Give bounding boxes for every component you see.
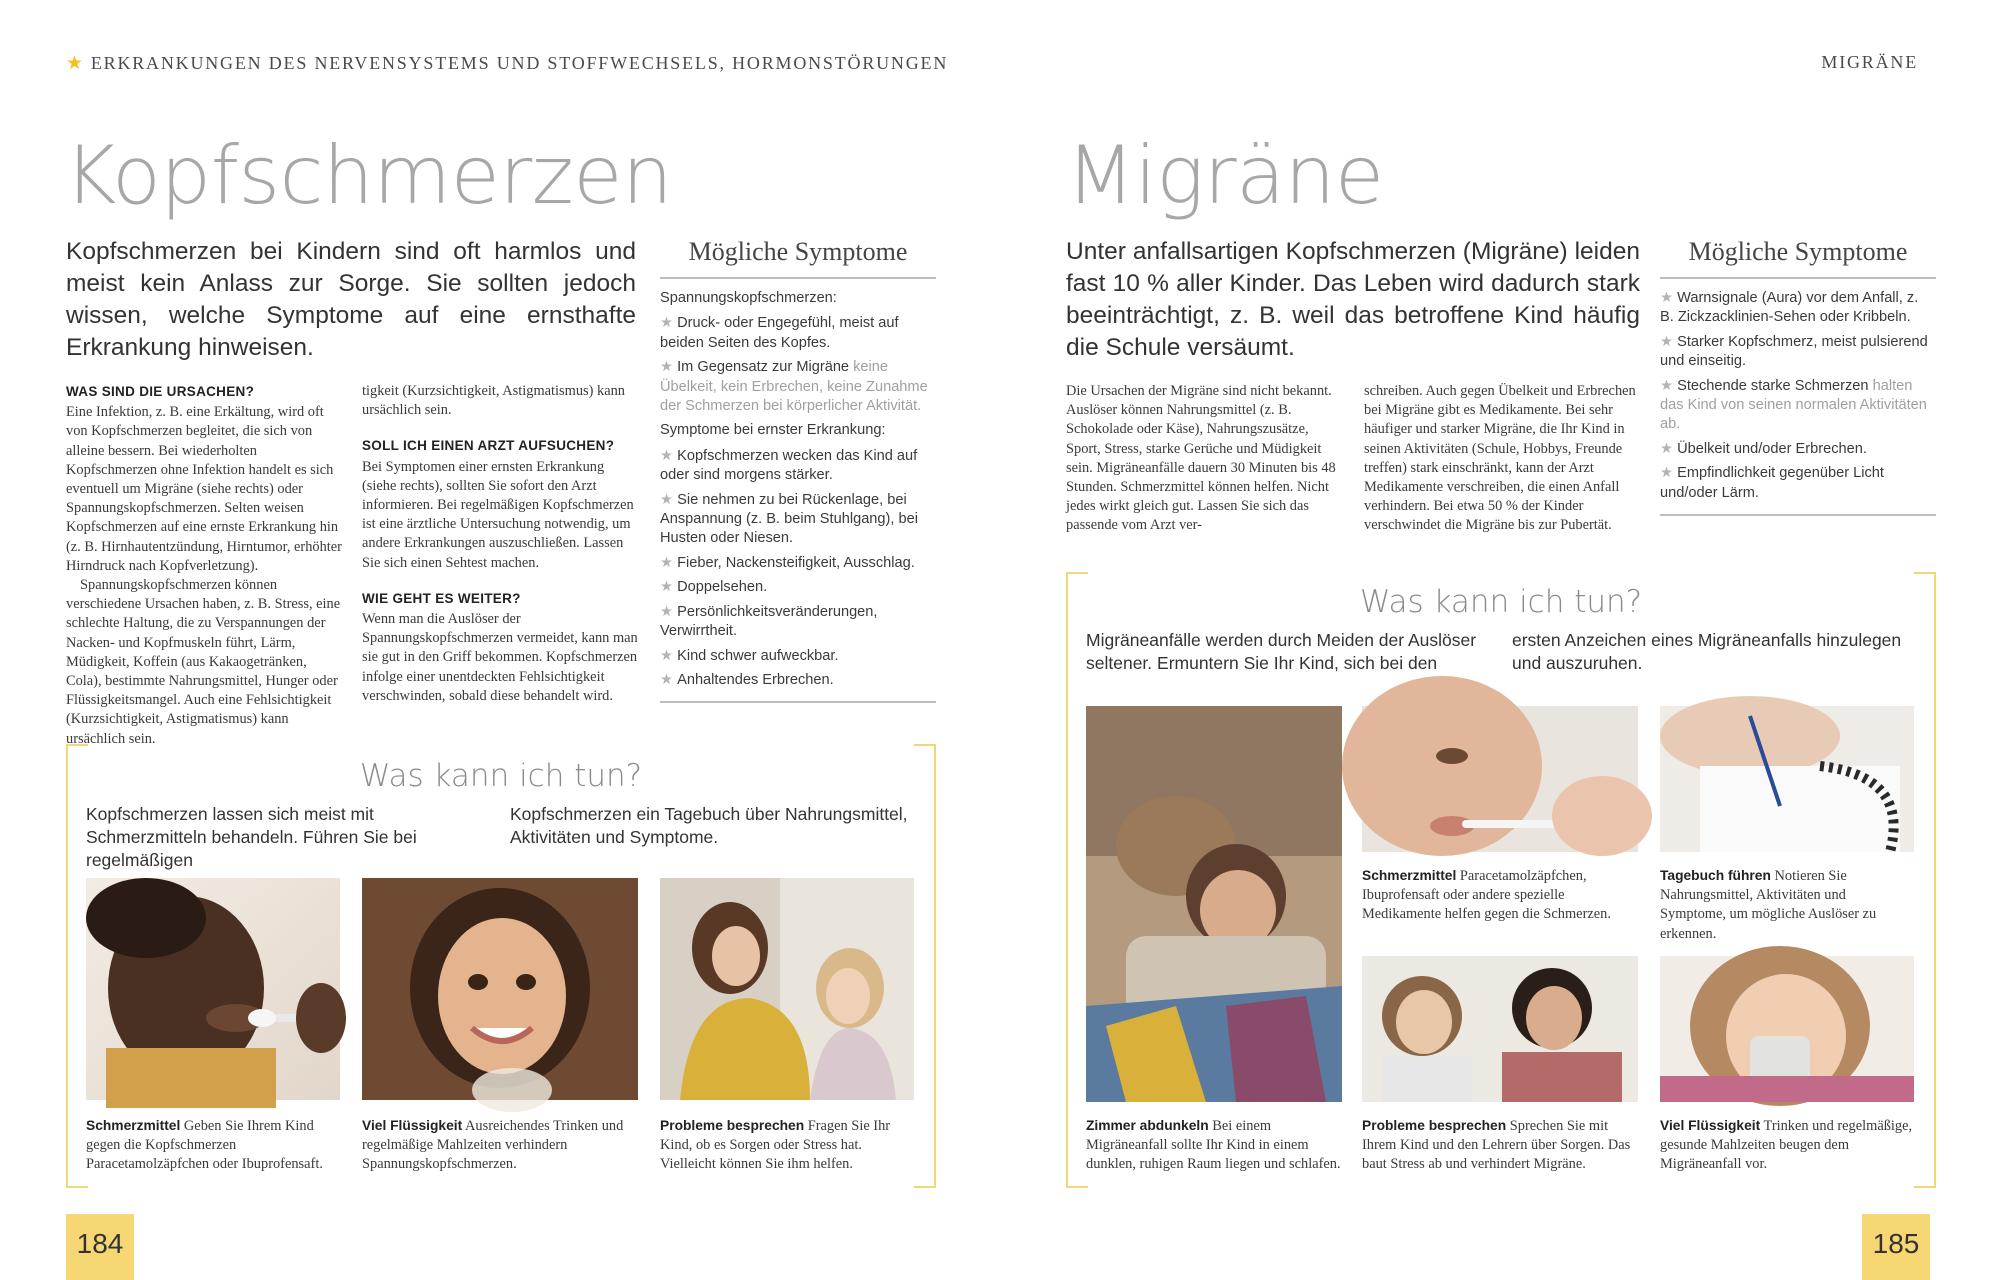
- symptom-item: ★ Sie nehmen zu bei Rückenlage, bei Anspannung (z. B. beim Stuhlgang), bei Husten oder Niesen.: [660, 491, 918, 547]
- left-wkit-col2: Kopfschmerzen ein Tagebuch über Nahrungsmittel, Aktivitäten und Symptome.: [510, 804, 908, 847]
- caption-left-3: Probleme besprechen Fragen Sie Ihr Kind, ob es Sorgen oder Stress hat. Vielleicht können Sie ihm helfen.: [660, 1118, 891, 1173]
- photo-father-talking-to-son: [1362, 956, 1638, 1102]
- symptoms-list: [660, 279, 936, 701]
- left-page-title: Kopfschmerzen: [64, 129, 673, 222]
- photo-mother-talking-to-daughter: [660, 878, 914, 1100]
- symptom-item: ★ Druck- oder Engegefühl, meist auf beiden Seiten des Kopfes.: [660, 315, 899, 351]
- star-icon: ★: [66, 53, 85, 74]
- symptom-item: ★ Warnsignale (Aura) vor dem Anfall, z. B. Zickzacklinien-Sehen oder Kribbeln.: [1660, 290, 1919, 326]
- page-number-left: 184: [66, 1214, 134, 1280]
- left-running-header: ★ ERKRANKUNGEN DES NERVENSYSTEMS UND STOFFWECHSELS, HORMONSTÖRUNGEN: [66, 53, 949, 74]
- symptoms-subheading-1: Spannungskopfschmerzen:: [660, 290, 837, 306]
- symptom-item: ★ Im Gegensatz zur Migräne keine Übelkeit, kein Erbrechen, keine Zunahme der Schmerzen bei körperlicher Aktivität.: [660, 359, 928, 415]
- caption-right-2: Schmerzmittel Paracetamolzäpfchen, Ibuprofensaft oder andere spezielle Medikamente helfen gegen die Schmerzen.: [1362, 868, 1611, 923]
- right-wkit-col2: ersten Anzeichen eines Migräneanfalls hinzulegen und auszuruhen.: [1512, 630, 1902, 673]
- symptoms-title: Mögliche Symptome: [1688, 237, 1908, 266]
- star-bullet-icon: ★: [1660, 440, 1674, 457]
- left-wkit-col1: Kopfschmerzen lassen sich meist mit Schmerzmitteln behandeln. Führen Sie bei regelmäßigen: [86, 804, 417, 870]
- paragraph-ursachen-1: Eine Infektion, z. B. eine Erkältung, wird oft von Kopfschmerzen begleitet, die sich von alleine bessern. Bei wiederholten Kopfschmerzen ohne Infektion handelt es sich eventuell um Migräne (siehe rechts) oder Spannungskopfschmerzen. Selten weisen Kopfschmerzen auf eine ernste Erkrankung hin (z. B. Hirnhautentzündung, Hirntumor, erhöhter Hirndruck nach Kopfverletzung).: [66, 404, 342, 574]
- caption-left-2: Viel Flüssigkeit Ausreichendes Trinken und regelmäßige Mahlzeiten verhindern Spannungskopfschmerzen.: [362, 1118, 624, 1173]
- photo-child-medicine: [1362, 706, 1638, 852]
- page-number-right: 185: [1862, 1214, 1930, 1280]
- right-body-column-1: Die Ursachen der Migräne sind nicht bekannt. Auslöser können Nahrungsmittel (z. B. Schokolade oder Käse), Nahrungszusätze, Sport, Stress, starke Gerüche und Müdigkeit sein. Migräneanfälle dauern 30 Minuten bis 48 Stunden. Schmerzmittel können helfen. Nicht jedes wirkt gleich gut. Lassen Sie sich das passende vom Arzt ver-: [1066, 383, 1336, 534]
- star-bullet-icon: ★: [660, 579, 674, 596]
- left-body-column-2: [362, 382, 638, 706]
- star-bullet-icon: ★: [660, 603, 674, 620]
- symptoms-subheading-2: Symptome bei ernster Erkrankung:: [660, 422, 886, 439]
- symptom-item: ★ Kopfschmerzen wecken das Kind auf oder sind morgens stärker.: [660, 447, 918, 484]
- section-heading-ursachen: WAS SIND DIE URSACHEN?: [66, 384, 255, 399]
- left-wkit-title: Was kann ich tun?: [359, 758, 643, 794]
- section-heading-arzt: SOLL ICH EINEN ARZT AUFSUCHEN?: [362, 438, 615, 454]
- star-bullet-icon: ★: [1660, 333, 1674, 350]
- symptom-item: ★ Empfindlichkeit gegenüber Licht und/oder Lärm.: [1660, 465, 1884, 501]
- paragraph-ursachen-2: Spannungskopfschmerzen können verschiedene Ursachen haben, z. B. Stress, eine schlechte Haltung, die zu Verspannungen der Nacken- und Kopfmuskeln führt, Lärm, Müdigkeit, Koffein (aus Kakaogetränken, Cola), bestimmte Nahrungsmittel, Hunger oder Flüssigkeitsmangel. Auch eine Fehlsichtigkeit (Kurzsichtigkeit, Astigmatismus) kann ursächlich sein.: [66, 577, 341, 747]
- photo-boy-sleeping-in-bed: [1086, 706, 1342, 1102]
- symptom-item: ★ Übelkeit und/oder Erbrechen.: [1660, 440, 1867, 457]
- paragraph-arzt: Bei Symptomen einer ernsten Erkrankung (siehe rechts), sollten Sie sofort den Arzt informieren. Bei regelmäßigen Kopfschmerzen ist eine ärztliche Untersuchung notwendig, um andere Erkrankungen auszuschließen. Lassen Sie sich einen Sehtest machen.: [362, 458, 634, 571]
- caption-right-5: Viel Flüssigkeit Trinken und regelmäßige, gesunde Mahlzeiten beugen dem Migräneanfall vor.: [1660, 1118, 1913, 1173]
- symptoms-list: [1660, 279, 1936, 514]
- right-page-title: Migräne: [1066, 129, 1384, 222]
- right-lead-text: Unter anfallsartigen Kopfschmerzen (Migräne) leiden fast 10 % aller Kinder. Das Leben wird dadurch stark beeinträchtigt, z. B. weil das betroffene Kind häufig die Schule versäumt.: [1066, 238, 1640, 361]
- star-bullet-icon: ★: [1660, 290, 1674, 306]
- symptom-item: ★ Fieber, Nackensteifigkeit, Ausschlag.: [660, 554, 915, 571]
- star-bullet-icon: ★: [660, 447, 674, 464]
- photo-smiling-girl-glass: [362, 878, 638, 1100]
- symptom-item: ★ Persönlichkeitsveränderungen, Verwirrtheit.: [660, 603, 878, 640]
- photo-child-medicine-spoon: [86, 878, 340, 1100]
- star-bullet-icon: ★: [660, 359, 674, 376]
- star-bullet-icon: ★: [660, 647, 674, 664]
- symptoms-title: Mögliche Symptome: [688, 237, 908, 266]
- symptom-item: ★ Doppelsehen.: [660, 579, 768, 596]
- right-symptoms-box: [1660, 237, 1936, 516]
- photo-girl-drinking-water: [1660, 956, 1914, 1102]
- right-wkit-title: Was kann ich tun?: [1359, 584, 1643, 620]
- symptom-item: ★ Anhaltendes Erbrechen.: [660, 671, 834, 688]
- caption-left-1: Schmerzmittel Geben Sie Ihrem Kind gegen die Kopfschmerzen Paracetamolzäpfchen oder Ibuprofensaft.: [86, 1118, 323, 1173]
- right-body-column-2: schreiben. Auch gegen Übelkeit und Erbrechen bei Migräne gibt es Medikamente. Bei sehr häufiger und starker Migräne, die Ihr Kind in seinen Aktivitäten (Schule, Hobbys, Freunde treffen) stark einschränkt, kann der Arzt Medikamente verschreiben, die einen Anfall verhindern. Bei etwa 50 % der Kinder verschwindet die Migräne bis zur Pubertät.: [1364, 383, 1636, 534]
- section-heading-weiter: WIE GEHT ES WEITER?: [362, 590, 521, 606]
- star-bullet-icon: ★: [1660, 377, 1674, 394]
- symptom-item: ★ Stechende starke Schmerzen halten das Kind von seinen normalen Aktivitäten ab.: [1660, 377, 1927, 433]
- left-body-column-1: [66, 382, 342, 747]
- star-bullet-icon: ★: [660, 671, 674, 688]
- symptom-item: ★ Starker Kopfschmerz, meist pulsierend und einseitig.: [1660, 333, 1928, 370]
- star-bullet-icon: ★: [1660, 465, 1674, 482]
- star-bullet-icon: ★: [660, 554, 674, 571]
- right-wkit-col1: Migräneanfälle werden durch Meiden der Auslöser seltener. Ermuntern Sie Ihr Kind, sich bei den: [1086, 630, 1477, 673]
- star-bullet-icon: ★: [660, 315, 674, 332]
- right-bracket-left: [1066, 572, 1088, 1188]
- left-bracket-left: [66, 744, 88, 1188]
- right-running-header: MIGRÄNE: [1821, 52, 1918, 72]
- caption-right-3: Tagebuch führen Notieren Sie Nahrungsmittel, Aktivitäten und Symptome, um mögliche Auslöser zu erkennen.: [1660, 868, 1877, 942]
- left-lead-text: Kopfschmerzen bei Kindern sind oft harmlos und meist kein Anlass zur Sorge. Sie sollten jedoch wissen, welche Symptome auf eine ernsthafte Erkrankung hinweisen.: [66, 238, 636, 361]
- star-bullet-icon: ★: [660, 491, 674, 508]
- photo-writing-diary: [1660, 706, 1914, 852]
- caption-right-4: Probleme besprechen Sprechen Sie mit Ihrem Kind und den Lehrern über Sorgen. Das baut Stress ab und verhindert Migräne.: [1362, 1118, 1631, 1173]
- symptom-item: ★ Kind schwer aufweckbar.: [660, 647, 839, 664]
- paragraph-ursachen-2-cont: tigkeit (Kurzsichtigkeit, Astigmatismus) kann ursächlich sein.: [362, 383, 625, 419]
- paragraph-weiter: Wenn man die Auslöser der Spannungskopfschmerzen vermeidet, kann man sie gut in den Griff bekommen. Kopfschmerzen infolge einer unentdeckten Fehlsichtigkeit verschwinden, sobald diese behandelt wird.: [362, 611, 638, 704]
- caption-right-1: Zimmer abdunkeln Bei einem Migräneanfall sollte Ihr Kind in einem dunklen, ruhigen Raum liegen und schlafen.: [1086, 1118, 1341, 1173]
- left-symptoms-box: [660, 237, 936, 703]
